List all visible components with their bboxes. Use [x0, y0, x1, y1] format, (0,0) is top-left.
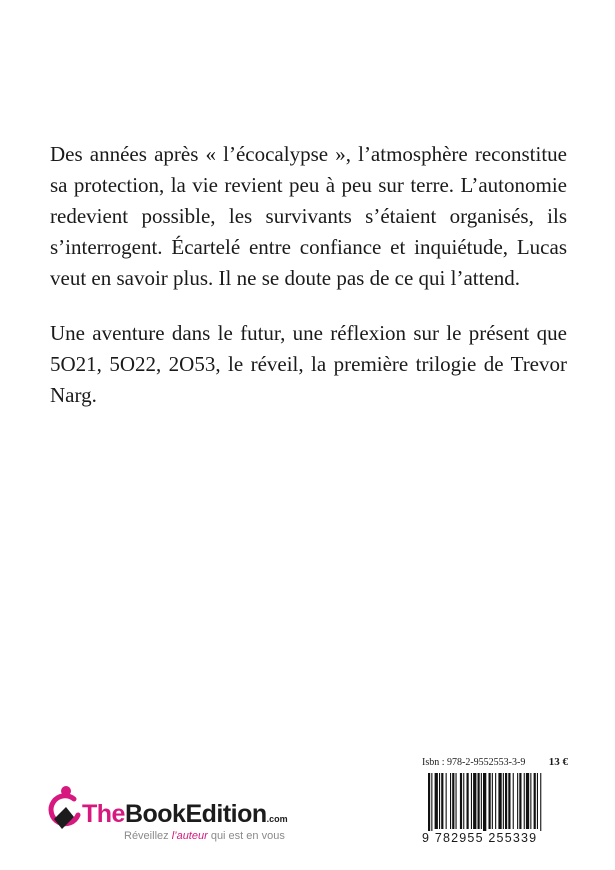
- publisher-logo-icon: [44, 783, 84, 839]
- barcode-bar: [439, 773, 440, 829]
- publisher-tagline: [124, 830, 285, 842]
- barcode-bar: [489, 773, 491, 829]
- barcode-bar: [483, 773, 486, 835]
- barcode-bar: [446, 773, 447, 829]
- barcode-bars: [422, 773, 570, 835]
- barcode-bar: [537, 773, 538, 829]
- barcode: [422, 773, 570, 835]
- barcode-bar: [450, 773, 451, 829]
- barcode-bar: [467, 773, 469, 829]
- barcode-bar: [540, 773, 541, 835]
- barcode-bar: [471, 773, 472, 829]
- barcode-bar: [441, 773, 443, 829]
- barcode-bar: [508, 773, 510, 829]
- barcode-bar: [534, 773, 536, 829]
- barcode-bar: [452, 773, 454, 829]
- barcode-bar: [503, 773, 504, 829]
- publisher-name-main: BookEdition: [124, 800, 267, 828]
- publisher-logo: [44, 783, 324, 843]
- publisher-name-the: The: [82, 800, 125, 828]
- barcode-bar: [495, 773, 496, 829]
- barcode-bar: [492, 773, 493, 829]
- barcode-bar: [498, 773, 501, 829]
- barcode-bar: [435, 773, 438, 829]
- barcode-bar: [481, 773, 482, 829]
- isbn-label: Isbn : 978-2-9552553-3-9: [422, 757, 526, 768]
- barcode-bar: [456, 773, 457, 829]
- barcode-bar: [478, 773, 480, 829]
- barcode-bar: [519, 773, 521, 829]
- isbn-price-row: [422, 757, 568, 771]
- barcode-bar: [473, 773, 476, 829]
- barcode-bar: [524, 773, 525, 829]
- barcode-bar: [505, 773, 507, 829]
- barcode-bar: [431, 773, 432, 835]
- barcode-bar: [428, 773, 430, 835]
- back-cover-paragraph-2: Une aventure dans le futur, une réflexion sur le présent que 5O21, 5O22, 2O53, le réveil, la première trilogie de Trevor Narg.: [50, 321, 567, 407]
- barcode-bar: [526, 773, 529, 829]
- tagline-end: qui est en vous: [207, 830, 285, 842]
- barcode-bar: [513, 773, 514, 829]
- back-cover-paragraph-1: Des années après « l’écocalypse », l’atmosphère reconstitue sa protection, la vie revient peu à peu sur terre. L’autonomie redevient possible, les survivants s’étaient organisés, ils s’interrogent. Écartelé entre confiance et inquiétude, Lucas veut en savoir plus. Il ne se doute pas de ce qui l’attend.: [50, 142, 567, 290]
- barcode-bar: [460, 773, 462, 829]
- publisher-name-suffix: .com: [266, 814, 288, 824]
- publisher-name: [82, 800, 288, 829]
- barcode-bar: [530, 773, 531, 829]
- tagline-start: Réveillez: [124, 830, 172, 842]
- barcode-digits: 9 782955 255339: [422, 831, 570, 845]
- tagline-highlight: l’auteur: [171, 830, 208, 842]
- barcode-bar: [463, 773, 464, 829]
- price-label: 13 €: [548, 756, 568, 768]
- barcode-bar: [517, 773, 518, 829]
